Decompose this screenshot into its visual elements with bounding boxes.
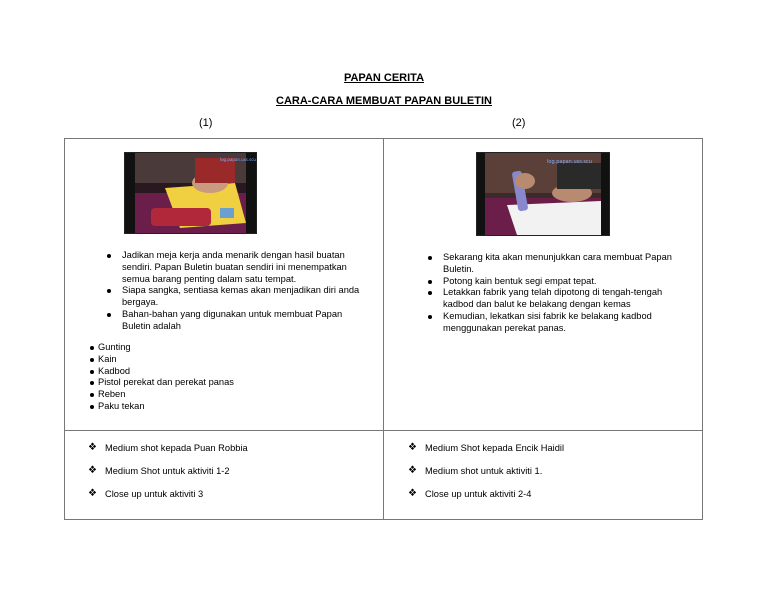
bullet-icon — [428, 256, 432, 260]
list-item: Bahan-bahan yang digunakan untuk membuat Papan Buletin adalah — [122, 309, 372, 333]
bullet-icon — [90, 405, 94, 409]
diamond-bullet-icon: ❖ — [408, 465, 417, 476]
materials-list — [98, 342, 338, 413]
list-item: Pistol perekat dan perekat panas — [98, 377, 338, 389]
column-number-2: (2) — [512, 117, 526, 129]
diamond-bullet-icon: ❖ — [88, 442, 97, 453]
bullet-icon — [90, 346, 94, 350]
list-item: Kemudian, lekatkan sisi fabrik ke belakang kadbod menggunakan perekat panas. — [443, 311, 693, 335]
svg-text:log.papan.uss.scu: log.papan.uss.scu — [547, 159, 592, 165]
bullet-icon — [90, 370, 94, 374]
bullet-icon — [90, 358, 94, 362]
list-item: Gunting — [98, 342, 338, 354]
list-item: Kadbod — [98, 366, 338, 378]
column-number-1: (1) — [199, 117, 213, 129]
page-title: PAPAN CERITA — [343, 72, 425, 84]
svg-text:log.papan.uss.scu: log.papan.uss.scu — [220, 157, 256, 162]
bullet-icon — [428, 315, 432, 319]
bullet-icon — [107, 313, 111, 317]
bullet-icon — [90, 381, 94, 385]
bullet-icon — [428, 291, 432, 295]
bullet-icon — [90, 393, 94, 397]
page-subtitle: CARA-CARA MEMBUAT PAPAN BULETIN — [276, 95, 492, 107]
list-item: Letakkan fabrik yang telah dipotong di tengah-tengah kadbod dan balut ke belakang dengan kemas — [443, 287, 693, 311]
storyboard-table: log.papan.uss.scu log.papan.uss.scu Jadikan meja kerja anda menarik dengan hasil buatan sendiri. Papan Buletin buatan sendiri ini menempatkan semua barang penting dalam satu tempat. Siapa sangka, sentiasa kemas akan menjadikan diri anda bergaya. Bahan-bahan yang digunakan untuk membuat Papan Buletin adalah Gunting Kain Kadbod Pistol perekat dan perekat panas Reben Paku tekan Sekarang kita akan menunjukkan cara membuat Papan Buletin. Potong kain bentuk segi empat tepat. Letakkan fabrik yang telah dipotong di tengah-tengah kadbod dan balut ke belakang dengan kemas Kemudian, lekatkan sisi fabrik ke belakang kadbod menggunakan perekat panas. ❖ Medium shot kepada Puan Robbia ❖ Medium Shot untuk aktiviti 1-2 ❖ Close up untuk aktiviti 3 ❖ Medium Shot kepada Encik Haidil ❖ Medium shot untuk aktiviti 1. ❖ Close up untuk aktiviti 2-4 — [64, 138, 703, 520]
scene-2-photo — [476, 152, 610, 236]
scene-2-description — [443, 252, 693, 335]
column-divider — [383, 139, 384, 519]
list-item: Sekarang kita akan menunjukkan cara membuat Papan Buletin. — [443, 252, 693, 276]
scene-1-photo — [124, 152, 257, 234]
diamond-bullet-icon: ❖ — [408, 488, 417, 499]
bullet-icon — [428, 280, 432, 284]
list-item: Jadikan meja kerja anda menarik dengan hasil buatan sendiri. Papan Buletin buatan sendiri ini menempatkan semua barang penting dalam satu tempat. — [122, 250, 372, 285]
list-item: Paku tekan — [98, 401, 338, 413]
list-item: Reben — [98, 389, 338, 401]
list-item: Potong kain bentuk segi empat tepat. — [443, 276, 693, 288]
diamond-bullet-icon: ❖ — [408, 442, 417, 453]
scene-1-description — [122, 250, 372, 333]
list-item: Kain — [98, 354, 338, 366]
bullet-icon — [107, 289, 111, 293]
list-item: Siapa sangka, sentiasa kemas akan menjadikan diri anda bergaya. — [122, 285, 372, 309]
bullet-icon — [107, 254, 111, 258]
row-divider — [65, 430, 702, 431]
diamond-bullet-icon: ❖ — [88, 465, 97, 476]
diamond-bullet-icon: ❖ — [88, 488, 97, 499]
